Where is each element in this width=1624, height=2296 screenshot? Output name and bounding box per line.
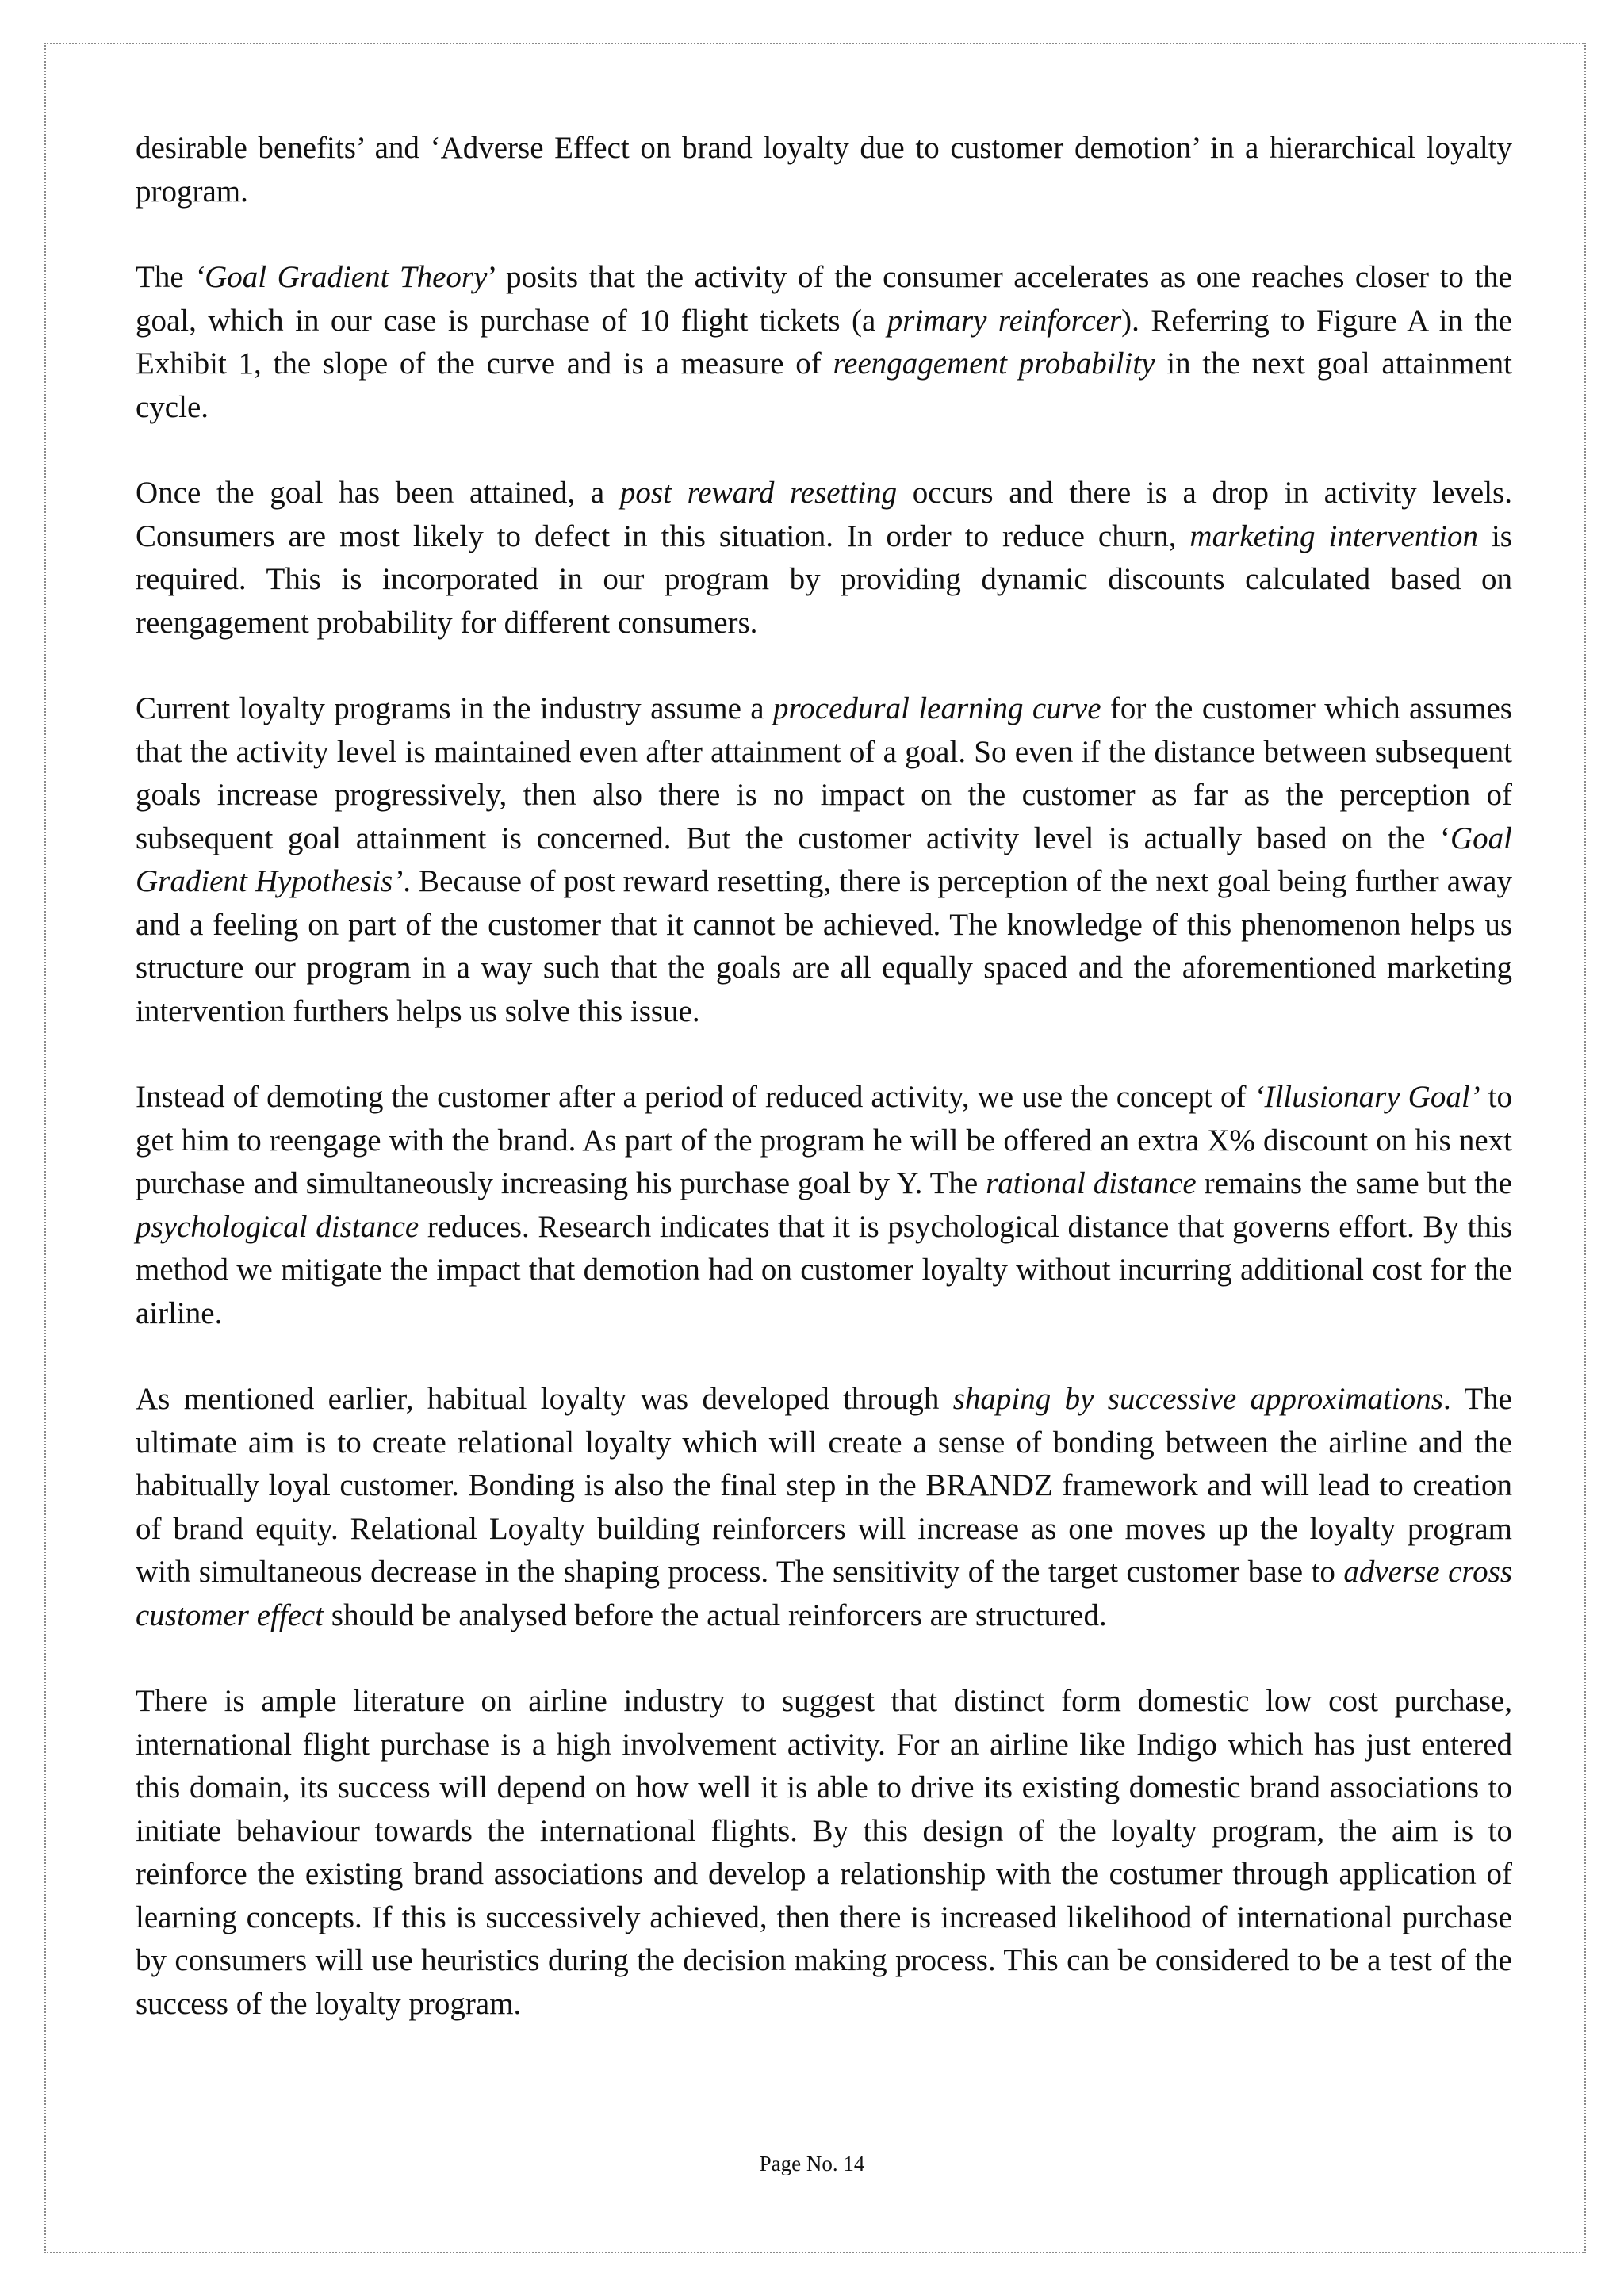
text-segment: Instead of demoting the customer after a period of reduced activity, we use the concept of [136,1080,1254,1114]
italic-term: shaping by successive approximations [952,1382,1443,1416]
italic-term: adverse cross customer effect [136,1555,1512,1632]
italic-term: procedural learning curve [773,691,1101,725]
italic-term: marketing intervention [1189,519,1478,553]
page-number: Page No. 14 [759,2152,865,2175]
text-segment: to get him to reengage with the brand. As part of the program he will be offered an extra X% discount on his next purchase and simultaneously increasing his purchase goal by Y. The [136,1080,1513,1200]
italic-term: primary reinforcer [887,303,1122,338]
text-segment: ’ posits that the activity of the consumer accelerates as one reaches closer to the goal, which in our case is purchase of 10 flight tickets (a [136,260,1512,338]
text-segment: There is ample literature on airline industry to suggest that distinct form domestic low cost purchase, international flight purchase is a high involvement activity. For an airline like Indigo which has just entered this domain, its success will depend on how well it is able to drive its existing domestic brand associations to initiate behaviour towards the international flights. By this design of the loyalty program, the aim is to reinforce the existing brand associations and develop a relationship with the costumer through application of learning concepts. If this is successively achieved, then there is increased likelihood of international purchase by consumers will use heuristics during the decision making process. This can be considered to be a test of the success of the loyalty program. [136,1684,1512,2021]
text-segment: desirable benefits’ and ‘Adverse Effect on brand loyalty due to customer demotion’ in a hierarchical loyalty program. [136,131,1512,209]
italic-term: post reward resetting [619,476,898,510]
paragraph [136,256,1512,429]
text-segment: Current loyalty programs in the industry assume a [136,691,774,725]
paragraph [136,1378,1512,1637]
text-segment: remains the same but the [1196,1166,1513,1200]
italic-term: rational distance [986,1166,1197,1200]
text-segment: in the next goal attainment cycle. [136,346,1512,424]
italic-term: ‘Goal Gradient Theory [194,260,488,294]
paragraph [136,1680,1512,2026]
paragraph [136,127,1512,213]
italic-term: ‘Illusionary Goal’ [1254,1080,1480,1114]
paragraph [136,687,1512,1033]
document-body [136,127,1512,2026]
text-segment: occurs and there is a drop in activity levels. Consumers are most likely to defect in this situation. In order to reduce churn, [136,476,1512,553]
italic-term: reengagement probability [833,346,1155,381]
text-segment: is required. This is incorporated in our program by providing dynamic discounts calculated based on reengagement probability for different consumers. [136,519,1512,640]
text-segment: should be analysed before the actual reinforcers are structured. [324,1598,1107,1632]
text-segment: The [136,260,195,294]
paragraph [136,472,1512,645]
paragraph [136,1076,1512,1335]
text-segment: . The ultimate aim is to create relational loyalty which will create a sense of bonding between the airline and the habitually loyal customer. Bonding is also the final step in the BRANDZ framework and will lead to creation of brand equity. Relational Loyalty building reinforcers will increase as one moves up the loyalty program with simultaneous decrease in the shaping process. The sensitivity of the target customer base to [136,1382,1512,1589]
text-segment: . Because of post reward resetting, there is perception of the next goal being further away and a feeling on part of the customer that it cannot be achieved. The knowledge of this phenomenon helps us structure our program in a way such that the goals are all equally spaced and the aforementioned marketing intervention furthers helps us solve this issue. [136,864,1512,1028]
text-segment: ). Referring to Figure A in the Exhibit 1, the slope of the curve and is a measure of [136,303,1513,381]
italic-term: Goal Gradient Hypothesis’ [136,821,1512,898]
text-segment: Once the goal has been attained, a [136,476,620,510]
text-segment: As mentioned earlier, habitual loyalty was developed through [136,1382,953,1416]
text-segment: for the customer which assumes that the activity level is maintained even after attainment of a goal. So even if the distance between subsequent goals increase progressively, then also there is no impact on the customer as far as the perception of subsequent goal attainment is concerned. But the customer activity level is actually based on the ‘ [136,691,1512,855]
italic-term: psychological distance [136,1209,419,1244]
text-segment: reduces. Research indicates that it is psychological distance that governs effort. By this method we mitigate the impact that demotion had on customer loyalty without incurring additional cost for the airline. [136,1209,1512,1330]
